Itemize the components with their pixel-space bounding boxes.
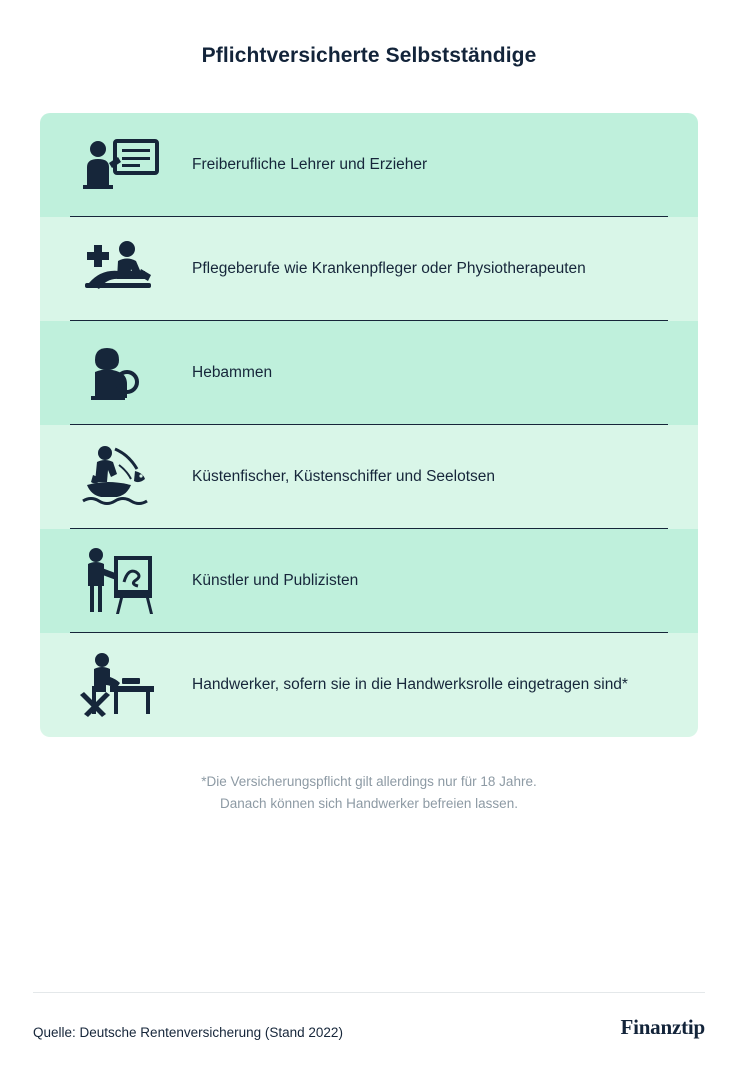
- footnote-line-1: *Die Versicherungspflicht gilt allerdings nur für 18 Jahre.: [201, 774, 537, 789]
- list-item-label: Hebammen: [192, 363, 273, 381]
- source-text: Quelle: Deutsche Rentenversicherung (Stand 2022): [33, 1025, 343, 1040]
- profession-list: [40, 113, 698, 737]
- list-item: [40, 217, 698, 321]
- footer: [33, 992, 705, 1040]
- list-item-label: Handwerker, sofern sie in die Handwerksrolle eingetragen sind*: [192, 675, 628, 693]
- list-item: [40, 529, 698, 633]
- brand-logo: Finanztip: [620, 1015, 705, 1039]
- footer-divider: [33, 992, 705, 993]
- teacher-whiteboard-icon: [70, 137, 170, 193]
- fisherman-boat-icon: [70, 445, 170, 509]
- page-title: Pflichtversicherte Selbstständige: [201, 44, 537, 67]
- craftsman-workbench-icon: [70, 652, 170, 718]
- footnote: [40, 771, 698, 816]
- footnote-line-2: Danach können sich Handwerker befreien lassen.: [220, 796, 518, 812]
- list-item: [40, 425, 698, 529]
- nurse-patient-icon: [70, 239, 170, 299]
- list-item-label: Künstler und Publizisten: [192, 571, 359, 589]
- midwife-baby-icon: [70, 344, 170, 402]
- list-item: [40, 633, 698, 737]
- list-item-label: Freiberufliche Lehrer und Erzieher: [192, 155, 428, 173]
- list-item: [40, 321, 698, 425]
- list-item: [40, 113, 698, 217]
- list-item-label: Küstenfischer, Küstenschiffer und Seelotsen: [192, 467, 496, 485]
- artist-easel-icon: [70, 546, 170, 616]
- list-item-label: Pflegeberufe wie Krankenpfleger oder Physiotherapeuten: [192, 259, 586, 277]
